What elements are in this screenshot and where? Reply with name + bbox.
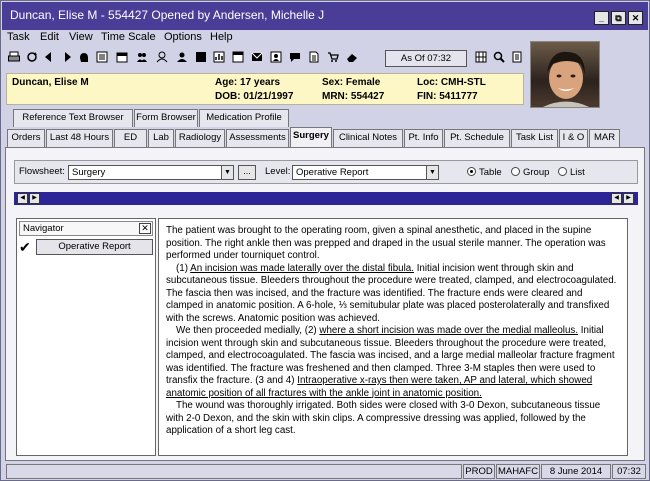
close-icon[interactable]: ✕ bbox=[139, 223, 151, 234]
chart-icon[interactable] bbox=[213, 51, 225, 63]
messages-icon[interactable] bbox=[289, 51, 301, 63]
status-time: 07:32 bbox=[612, 464, 646, 479]
view-list-radio[interactable]: List bbox=[558, 167, 585, 178]
mail-icon[interactable] bbox=[251, 51, 263, 63]
refresh-icon[interactable] bbox=[26, 51, 38, 63]
magnify-icon[interactable] bbox=[493, 51, 505, 63]
tab-clinical-notes[interactable]: Clinical Notes bbox=[333, 129, 403, 147]
menu-edit[interactable]: Edit bbox=[40, 31, 59, 43]
tab-mar[interactable]: MAR bbox=[589, 129, 620, 147]
menu-options[interactable]: Options bbox=[164, 31, 202, 43]
level-label: Level: bbox=[265, 166, 291, 177]
flowsheet-label: Flowsheet: bbox=[19, 166, 65, 177]
scroll-right-icon[interactable]: ▶ bbox=[623, 193, 634, 204]
tab-form-browser[interactable]: Form Browser bbox=[134, 109, 198, 127]
menu-view[interactable]: View bbox=[69, 31, 93, 43]
tab-last-48-hours[interactable]: Last 48 Hours bbox=[46, 129, 113, 147]
chevron-down-icon[interactable]: ▼ bbox=[221, 166, 233, 179]
tab-i-and-o[interactable]: I & O bbox=[559, 129, 588, 147]
navigator-header bbox=[19, 221, 153, 236]
tab-pt-schedule[interactable]: Pt. Schedule bbox=[444, 129, 510, 147]
report-paragraph: The wound was thoroughly irrigated. Both sides were closed with 3-0 Dexon, subcutaneous tissue with 2-0 Dexon, and the skin with skin clips. A compressive dressing was applied, followed by the application of a short leg cast. bbox=[166, 400, 601, 436]
report-paragraph: We then proceeded medially, (2) where a short incision was made over the medial malleolus. Initial incision went through skin and subcutaneous tissue. Bleeders throughout the procedure were treated, clamped, and electrocoagulated. The fascia was incised, and a large medial malleolar fracture fragment was identified. The fracture was freshened and then clamped. Three 3-M staples then were used to transfix the fracture. (3 and 4) Intraoperative x-rays then were taken, AP and lateral, which showed anatomic position of all fractures with the ankle joint in anatomic position. bbox=[166, 325, 615, 399]
patient-list-icon[interactable] bbox=[96, 51, 108, 63]
radio-selected-icon bbox=[467, 167, 476, 176]
navigator-title: Navigator bbox=[23, 223, 64, 234]
calendar-icon[interactable] bbox=[116, 51, 128, 63]
checkmark-icon: ✔ bbox=[19, 239, 31, 255]
report-paragraph: (1) An incision was made laterally over the distal fibula. Initial incision went through skin and subcutaneous tissue. Bleeders throughout the procedure were treated, clamped, and electrocoagulated. The fascia then was incised, and the fracture was identified. The fracture ends were cleared and clamped in anatomic position. A 6-hole, ⅓ semitubular plate was placed posterolaterally and transfixed with the screws. Anatomic position was achieved. bbox=[166, 262, 617, 324]
tab-reference-text-browser[interactable]: Reference Text Browser bbox=[13, 109, 133, 127]
scroll-left-icon[interactable]: ◀ bbox=[611, 193, 622, 204]
patient-dob: DOB: 01/21/1997 bbox=[215, 91, 294, 102]
notes-icon[interactable] bbox=[308, 51, 320, 63]
scroll-left-icon[interactable]: ◀ bbox=[17, 193, 28, 204]
view-group-radio[interactable]: Group bbox=[511, 167, 549, 178]
patient-name: Duncan, Elise M bbox=[12, 77, 89, 88]
patient-fin: FIN: 5411777 bbox=[417, 91, 478, 102]
tab-radiology[interactable]: Radiology bbox=[175, 129, 225, 147]
forward-arrow-icon[interactable] bbox=[60, 51, 72, 63]
time-scroll-bar[interactable] bbox=[14, 192, 638, 205]
minimize-button[interactable]: _ bbox=[594, 11, 609, 25]
tab-medication-profile[interactable]: Medication Profile bbox=[199, 109, 289, 127]
flowsheet-toolbar bbox=[14, 160, 638, 184]
radio-icon bbox=[511, 167, 520, 176]
user-icon[interactable] bbox=[156, 51, 168, 63]
group-icon[interactable] bbox=[176, 51, 188, 63]
hand-icon[interactable] bbox=[78, 51, 90, 63]
tab-orders[interactable]: Orders bbox=[7, 129, 45, 147]
flowsheet-value: Surgery bbox=[72, 167, 106, 178]
toolbar bbox=[2, 46, 530, 72]
menu-help[interactable]: Help bbox=[210, 31, 233, 43]
tab-ed[interactable]: ED bbox=[114, 129, 147, 147]
level-value: Operative Report bbox=[296, 167, 369, 178]
chevron-down-icon[interactable]: ▼ bbox=[426, 166, 438, 179]
view-table-radio[interactable]: Table bbox=[467, 167, 502, 178]
tab-lab[interactable]: Lab bbox=[148, 129, 174, 147]
patient-sex: Sex: Female bbox=[322, 77, 381, 88]
menu-time-scale[interactable]: Time Scale bbox=[101, 31, 156, 43]
tab-assessments[interactable]: Assessments bbox=[226, 129, 289, 147]
operative-report-button[interactable]: Operative Report bbox=[36, 239, 153, 255]
window-icon[interactable] bbox=[232, 51, 244, 63]
grid-icon[interactable] bbox=[475, 51, 487, 63]
status-user: MAHAFC bbox=[497, 466, 539, 477]
patient-mrn: MRN: 554427 bbox=[322, 91, 385, 102]
operative-report-text bbox=[158, 218, 628, 456]
flowsheet-browse-button[interactable]: ... bbox=[238, 165, 256, 180]
title-bar bbox=[2, 2, 648, 30]
close-button[interactable]: ✕ bbox=[628, 11, 643, 25]
status-environment: PROD bbox=[463, 464, 495, 479]
document-icon[interactable] bbox=[511, 51, 523, 63]
status-message bbox=[6, 464, 462, 479]
status-bar bbox=[2, 464, 648, 480]
people-icon[interactable] bbox=[136, 51, 148, 63]
level-select[interactable] bbox=[292, 165, 439, 180]
print-icon[interactable] bbox=[8, 51, 20, 63]
patient-photo bbox=[530, 41, 600, 108]
surgery-panel bbox=[5, 147, 645, 461]
scroll-right-icon[interactable]: ▶ bbox=[29, 193, 40, 204]
window-title: Duncan, Elise M - 554427 Opened by Andersen, Michelle J bbox=[10, 8, 325, 22]
status-date: 8 June 2014 bbox=[541, 464, 611, 479]
patient-age: Age: 17 years bbox=[215, 77, 281, 88]
tab-pt-info[interactable]: Pt. Info bbox=[404, 129, 443, 147]
radio-icon bbox=[558, 167, 567, 176]
eraser-icon[interactable] bbox=[346, 51, 358, 63]
tab-surgery[interactable]: Surgery bbox=[290, 127, 332, 147]
cart-icon[interactable] bbox=[327, 51, 339, 63]
stop-icon[interactable] bbox=[195, 51, 207, 63]
patient-banner bbox=[6, 73, 524, 105]
back-arrow-icon[interactable] bbox=[44, 51, 56, 63]
menu-task[interactable]: Task bbox=[7, 31, 30, 43]
tab-task-list[interactable]: Task List bbox=[511, 129, 558, 147]
contacts-icon[interactable] bbox=[270, 51, 282, 63]
patient-location: Loc: CMH-STL bbox=[417, 77, 486, 88]
report-paragraph: The patient was brought to the operating room, given a spinal anesthetic, and placed in the supine position. The right ankle then was prepped and draped in the usual sterile manner. The operation was performed under tourniquet control. bbox=[166, 225, 606, 261]
as-of-button[interactable]: As Of 07:32 bbox=[385, 50, 467, 67]
navigator-pane bbox=[16, 218, 156, 456]
flowsheet-select[interactable] bbox=[68, 165, 234, 180]
restore-button[interactable]: ⧉ bbox=[611, 11, 626, 25]
navigator-item[interactable] bbox=[19, 239, 153, 256]
